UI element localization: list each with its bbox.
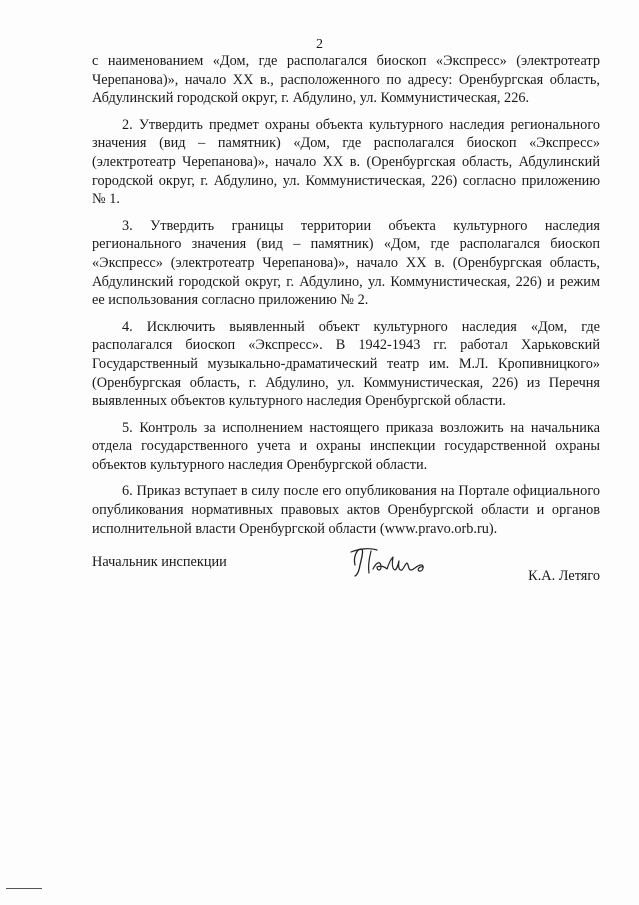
paragraph-continuation: с наименованием «Дом, где располагался биоскоп «Экспресс» (электротеатр Черепанова)», начало XX в., расположенного по адресу: Оренбургская область, Абдулинский городской округ, г. Абдулино, ул. Коммунистическая, 226.	[92, 53, 600, 107]
signatory-name: К.А. Летяго	[528, 568, 600, 584]
document-body	[92, 52, 600, 538]
handwritten-signature	[347, 543, 437, 583]
signature-block	[92, 548, 600, 598]
page-number: 2	[316, 37, 323, 52]
paragraph-item-5: 5. Контроль за исполнением настоящего приказа возложить на начальника отдела государственного учета и охраны инспекции государственной охраны объектов культурного наследия Оренбургской области.	[92, 419, 600, 473]
footer-rule	[6, 888, 42, 889]
paragraph-item-3: 3. Утвердить границы территории объекта культурного наследия регионального значения (вид – памятник) «Дом, где располагался биоскоп «Экспресс» (электротеатр Черепанова)», начало XX в. (Оренбургская область, Абдулинский городской округ, г. Абдулино, ул. Коммунистическая, 226) и режим ее использования согласно приложению № 2.	[92, 217, 600, 309]
paragraph-item-4: 4. Исключить выявленный объект культурного наследия «Дом, где располагался биоскоп «Экспресс». В 1942-1943 гг. работал Харьковский Государственный музыкально-драматический театр им. М.Л. Кропивницкого» (Оренбургская область, г. Абдулино, ул. Коммунистическая, 226) из Перечня выявленных объектов культурного наследия Оренбургской области.	[92, 318, 600, 410]
signatory-position: Начальник инспекции	[92, 554, 227, 570]
paragraph-item-6: 6. Приказ вступает в силу после его опубликования на Портале официального опубликования нормативных правовых актов Оренбургской области и органов исполнительной власти Оренбургской области (www.pravo.orb.ru).	[92, 483, 600, 537]
paragraph-item-2: 2. Утвердить предмет охраны объекта культурного наследия регионального значения (вид – памятник) «Дом, где располагался биоскоп «Экспресс» (электротеатр Черепанова)», начало XX в. (Оренбургская область, Абдулинский городской округ, г. Абдулино, ул. Коммунистическая, 226) согласно приложению № 1.	[92, 116, 600, 208]
